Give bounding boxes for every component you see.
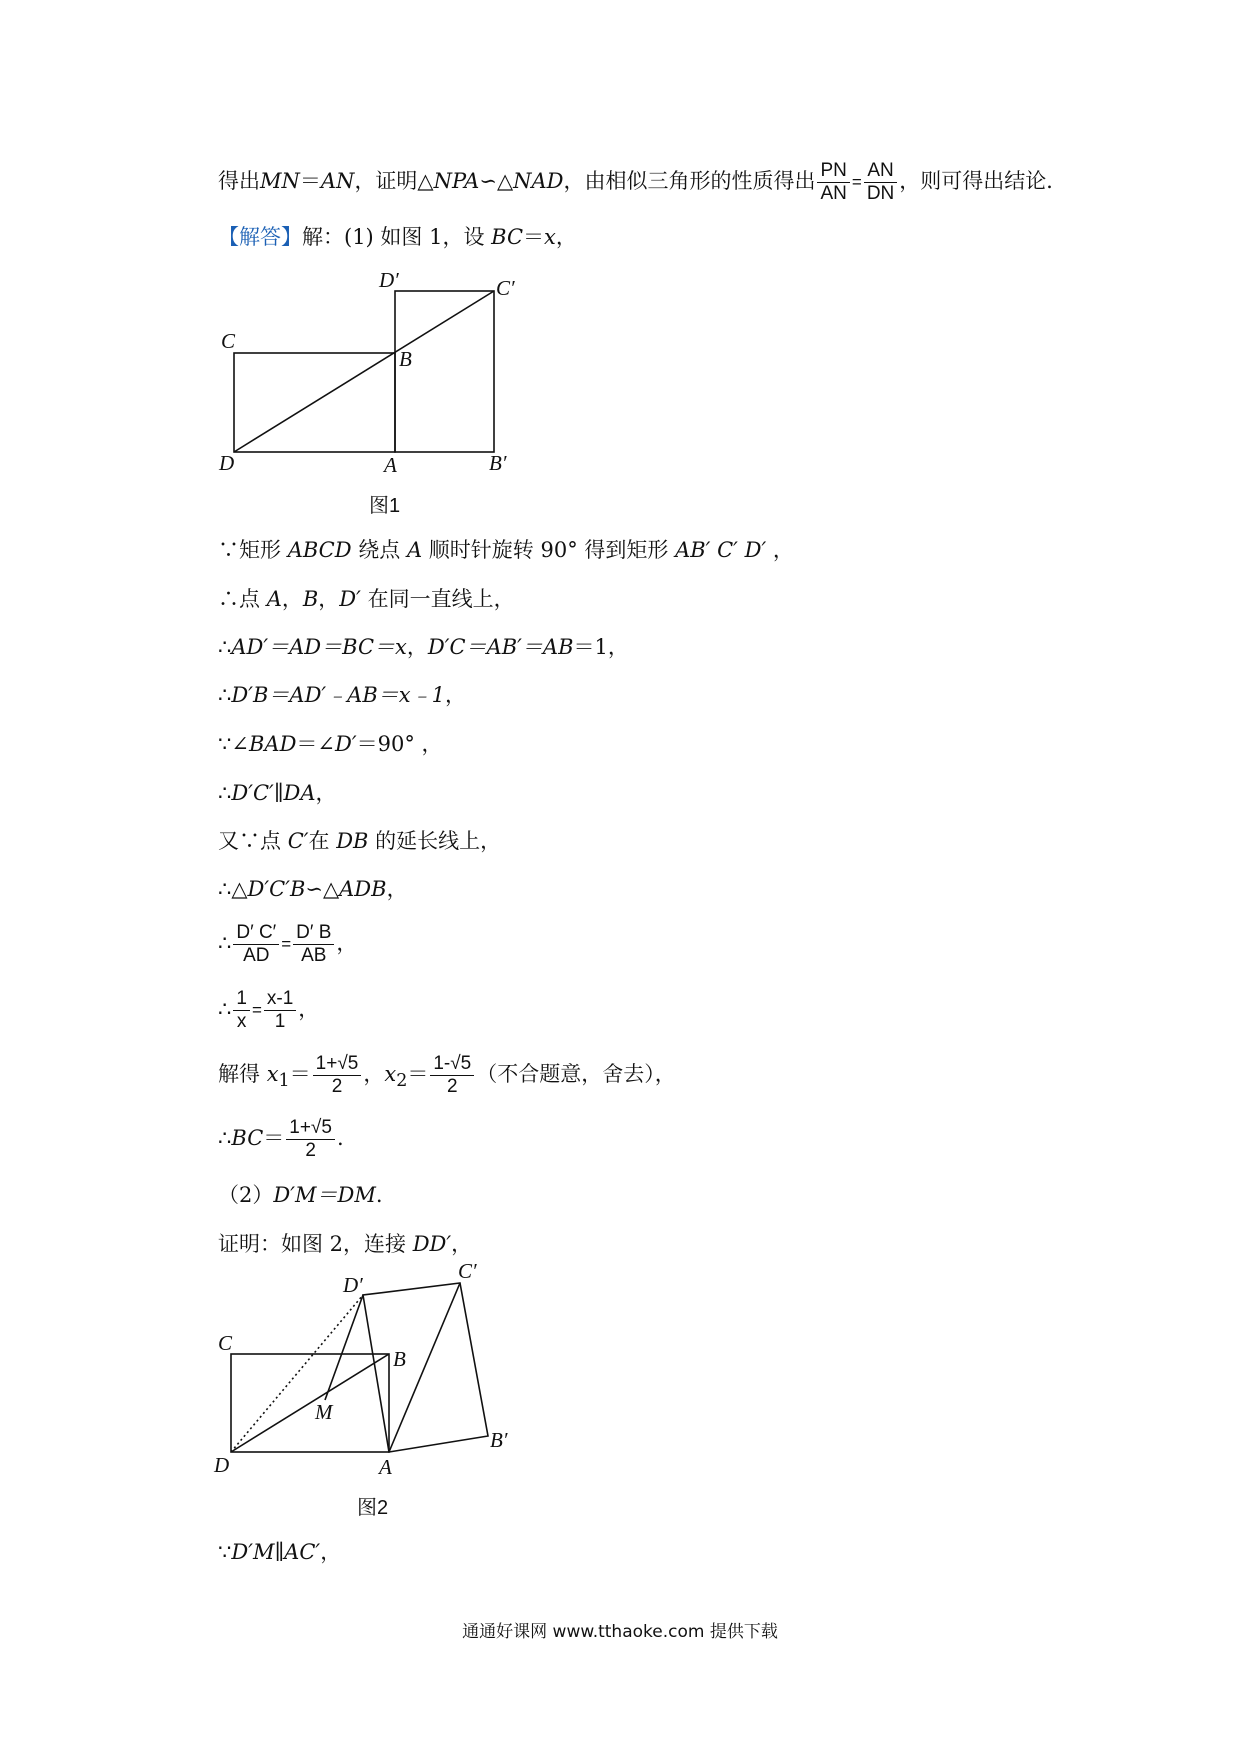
- text: ＝1，: [573, 635, 629, 659]
- label-c: C: [221, 329, 236, 353]
- text: 顺时针旋转 90° 得到矩形: [422, 538, 676, 562]
- text: ，: [406, 635, 428, 659]
- answer-tag: 【解答】: [218, 225, 302, 249]
- var: BC: [231, 1126, 264, 1150]
- var: DD′: [412, 1232, 452, 1256]
- text: ∵矩形: [218, 538, 288, 562]
- equation: D′B＝AD′﹣AB＝x﹣1: [231, 683, 445, 707]
- text: ＝90° ，: [356, 732, 443, 756]
- denominator: 2: [331, 1076, 343, 1097]
- numerator: 1-√5: [430, 1053, 474, 1076]
- text: ＝: [263, 1126, 285, 1150]
- label-a: A: [379, 1455, 392, 1479]
- var: A: [266, 587, 282, 611]
- rectangle-ab-c-d: [363, 1283, 488, 1452]
- text: ，: [298, 997, 320, 1021]
- text: .: [336, 1126, 344, 1150]
- subscript: 1: [278, 1071, 290, 1092]
- denominator: x: [236, 1011, 247, 1032]
- numerator: 1+√5: [313, 1053, 362, 1076]
- denominator: DN: [866, 183, 895, 204]
- var: ADB: [339, 877, 387, 901]
- equals: =: [851, 172, 862, 192]
- label-c-prime: C′: [496, 276, 515, 300]
- equation: D′C′∥DA: [231, 781, 316, 805]
- numerator: D′ C′: [233, 922, 279, 945]
- label-b-prime: B′: [489, 451, 507, 475]
- text: ，则可得出结论．: [899, 169, 1068, 193]
- text: ＝: [407, 1062, 429, 1086]
- text: ＝∠: [296, 732, 336, 756]
- var: x: [384, 1062, 397, 1086]
- var: ABCD: [287, 538, 352, 562]
- var: D′: [335, 732, 357, 756]
- text: 得出: [218, 169, 260, 193]
- text: ，: [320, 1540, 342, 1564]
- equation: D′M∥AC′: [231, 1540, 321, 1564]
- var: AN: [320, 169, 355, 193]
- var: BC: [491, 225, 524, 249]
- text: ＝: [299, 169, 321, 193]
- text: 在同一直线上，: [360, 587, 515, 611]
- var: B: [302, 587, 319, 611]
- text: ，: [444, 683, 466, 707]
- subscript: 2: [396, 1071, 408, 1092]
- page-footer: 通通好课网 www.tthaoke.com 提供下载: [462, 1622, 778, 1642]
- var: MN: [260, 169, 300, 193]
- text: ∴点: [218, 587, 267, 611]
- text: ∴: [218, 997, 232, 1021]
- label-m: M: [315, 1400, 333, 1424]
- denominator: 2: [446, 1076, 458, 1097]
- denominator: 2: [305, 1140, 316, 1161]
- equals: =: [251, 1000, 262, 1020]
- var: D′C′B: [247, 877, 306, 901]
- text: ，: [315, 781, 337, 805]
- text: 的延长线上，: [368, 829, 502, 853]
- text: ∴: [218, 781, 232, 805]
- text: ＝: [523, 225, 545, 249]
- label-b-prime: B′: [490, 1428, 508, 1452]
- label-d: D: [219, 451, 235, 475]
- text: ，: [336, 931, 358, 955]
- text: 又∵点: [218, 829, 288, 853]
- text: ∴: [218, 931, 232, 955]
- text: （不合题意，舍去），: [476, 1062, 676, 1086]
- text: 在: [308, 829, 337, 853]
- text: 绕点: [351, 538, 407, 562]
- var: A: [406, 538, 423, 562]
- equation: D′C＝AB′＝AB: [427, 635, 574, 659]
- numerator: D′ B: [293, 922, 334, 945]
- text: ，: [386, 877, 408, 901]
- text: ∴: [218, 683, 232, 707]
- denominator: 1: [274, 1011, 286, 1032]
- var: NAD: [513, 169, 564, 193]
- text: ，: [318, 587, 340, 611]
- figure-2-caption: 图2: [357, 1497, 389, 1519]
- segment-d-d-prime: [231, 1295, 363, 1452]
- segment-d-prime-m: [325, 1295, 363, 1400]
- text: ，: [555, 225, 577, 249]
- numerator: 1: [233, 988, 250, 1011]
- text: ∴△: [218, 877, 248, 901]
- label-a: A: [384, 453, 397, 477]
- numerator: PN: [817, 160, 849, 183]
- denominator: AB: [301, 945, 327, 966]
- label-d: D: [214, 1453, 230, 1477]
- numerator: 1+√5: [286, 1117, 335, 1140]
- label-d-prime: D′: [379, 268, 399, 292]
- numerator: AN: [864, 160, 897, 183]
- var: DB: [336, 829, 369, 853]
- label-d-prime: D′: [343, 1273, 363, 1297]
- equals: =: [281, 934, 292, 954]
- text: ∵: [218, 1540, 232, 1564]
- text: ∴: [218, 635, 232, 659]
- text: ，: [451, 1232, 473, 1256]
- diagonal-db: [231, 1354, 389, 1452]
- text: ，: [766, 538, 794, 562]
- text: ∽△: [305, 877, 340, 901]
- text: ，: [363, 1062, 385, 1086]
- var: D′: [339, 587, 361, 611]
- text: ，: [281, 587, 303, 611]
- var: C′: [287, 829, 309, 853]
- label-b: B: [399, 347, 412, 371]
- equation: AD′＝AD＝BC＝x: [231, 635, 407, 659]
- text: ∴: [218, 1126, 232, 1150]
- text: 解得: [218, 1062, 267, 1086]
- label-c-prime: C′: [458, 1259, 477, 1283]
- text: ∽△: [479, 169, 514, 193]
- var: AB′ C′ D′: [675, 538, 767, 562]
- var: BAD: [248, 732, 297, 756]
- var: NPA: [433, 169, 480, 193]
- var: x: [266, 1062, 279, 1086]
- text: （2）: [218, 1183, 274, 1207]
- denominator: AD: [243, 945, 270, 966]
- label-b: B: [393, 1347, 406, 1371]
- denominator: AN: [820, 183, 847, 204]
- text: .: [375, 1183, 383, 1207]
- text: ，证明△: [354, 169, 434, 193]
- text: 证明：如图 2，连接: [218, 1232, 413, 1256]
- text: 解：(1) 如图 1，设: [302, 225, 492, 249]
- figure-1-caption: 图1: [369, 495, 401, 517]
- text: ∵∠: [218, 732, 249, 756]
- text: ，由相似三角形的性质得出: [563, 169, 816, 193]
- text: ＝: [289, 1062, 311, 1086]
- label-c: C: [218, 1331, 233, 1355]
- numerator: x-1: [264, 988, 296, 1011]
- equation: D′M＝DM: [273, 1183, 376, 1207]
- step-15: [218, 1537, 341, 1567]
- var: x: [544, 225, 556, 249]
